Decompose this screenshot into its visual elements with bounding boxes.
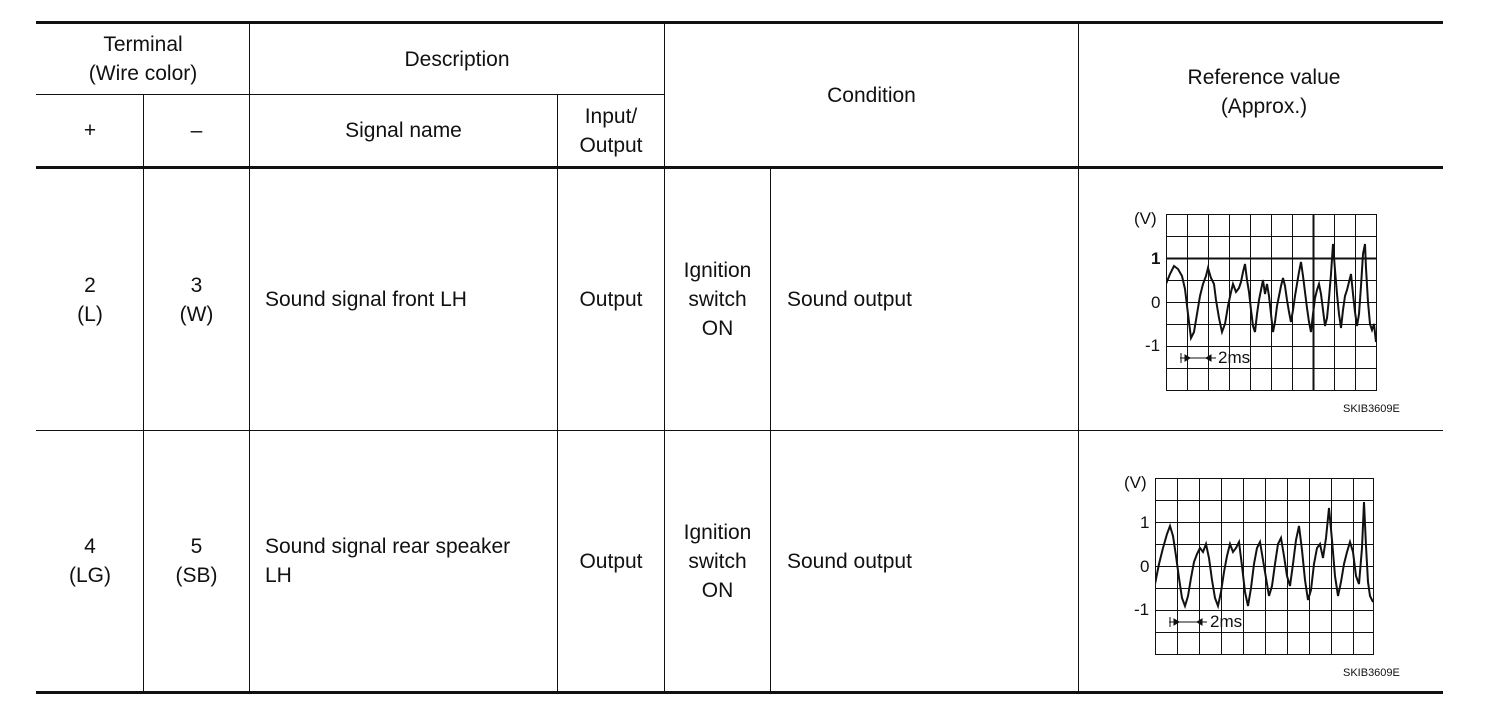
row2-io: Output: [579, 549, 643, 573]
col-line: [770, 168, 771, 692]
scope-y-label-mid: 0: [1151, 293, 1161, 312]
header-reference: Reference value (Approx.): [1187, 66, 1341, 118]
header-condition: Condition: [827, 83, 916, 107]
header-signal-name: Signal name: [345, 119, 462, 142]
header-terminal: Terminal (Wire color): [88, 33, 198, 85]
figure-code: SKIB3609E: [1343, 667, 1400, 679]
row1-io: Output: [579, 288, 643, 311]
header-input-output: Input/ Output: [579, 104, 643, 157]
scope-grid: [1166, 214, 1377, 391]
scope-trace: [1155, 502, 1373, 606]
scope-time-label: 2ms: [1210, 612, 1243, 631]
row1-plus-terminal: 2 (L): [77, 273, 103, 326]
scope-y-label-top: 1: [1140, 513, 1150, 532]
header-plus: +: [83, 119, 97, 142]
oscilloscope-waveform: [1124, 473, 1400, 679]
header-minus: –: [190, 119, 203, 142]
table-bottom-border: [36, 691, 1443, 694]
row1-condition-output: Sound output: [787, 288, 912, 311]
row1-minus-terminal: 3 (W): [179, 273, 214, 326]
row1-signal-name: Sound signal front LH: [265, 288, 467, 311]
oscilloscope-waveform: [1134, 209, 1400, 415]
scope-y-label-mid: 0: [1140, 557, 1150, 576]
scope-time-label: 2ms: [1218, 348, 1251, 367]
time-scale-arrows: [1180, 353, 1216, 363]
row2-condition-ignition: Ignition switch ON: [683, 520, 752, 602]
time-scale-arrows: [1169, 617, 1207, 627]
row2-plus-terminal: 4 (LG): [69, 535, 111, 587]
scope-y-label-bottom: -1: [1134, 600, 1150, 619]
header-description: Description: [404, 47, 510, 71]
scope-y-label-bottom: -1: [1145, 336, 1161, 355]
scope-unit-label: (V): [1124, 473, 1147, 492]
row2-minus-terminal: 5 (SB): [175, 535, 218, 587]
scope-unit-label: (V): [1134, 209, 1157, 228]
row1-condition-ignition: Ignition switch ON: [683, 259, 752, 340]
scope-y-label-top: 1: [1151, 249, 1161, 268]
row2-signal-name: Sound signal rear speaker LH: [265, 535, 511, 587]
row2-condition-output: Sound output: [787, 549, 912, 573]
figure-code: SKIB3609E: [1343, 403, 1400, 415]
